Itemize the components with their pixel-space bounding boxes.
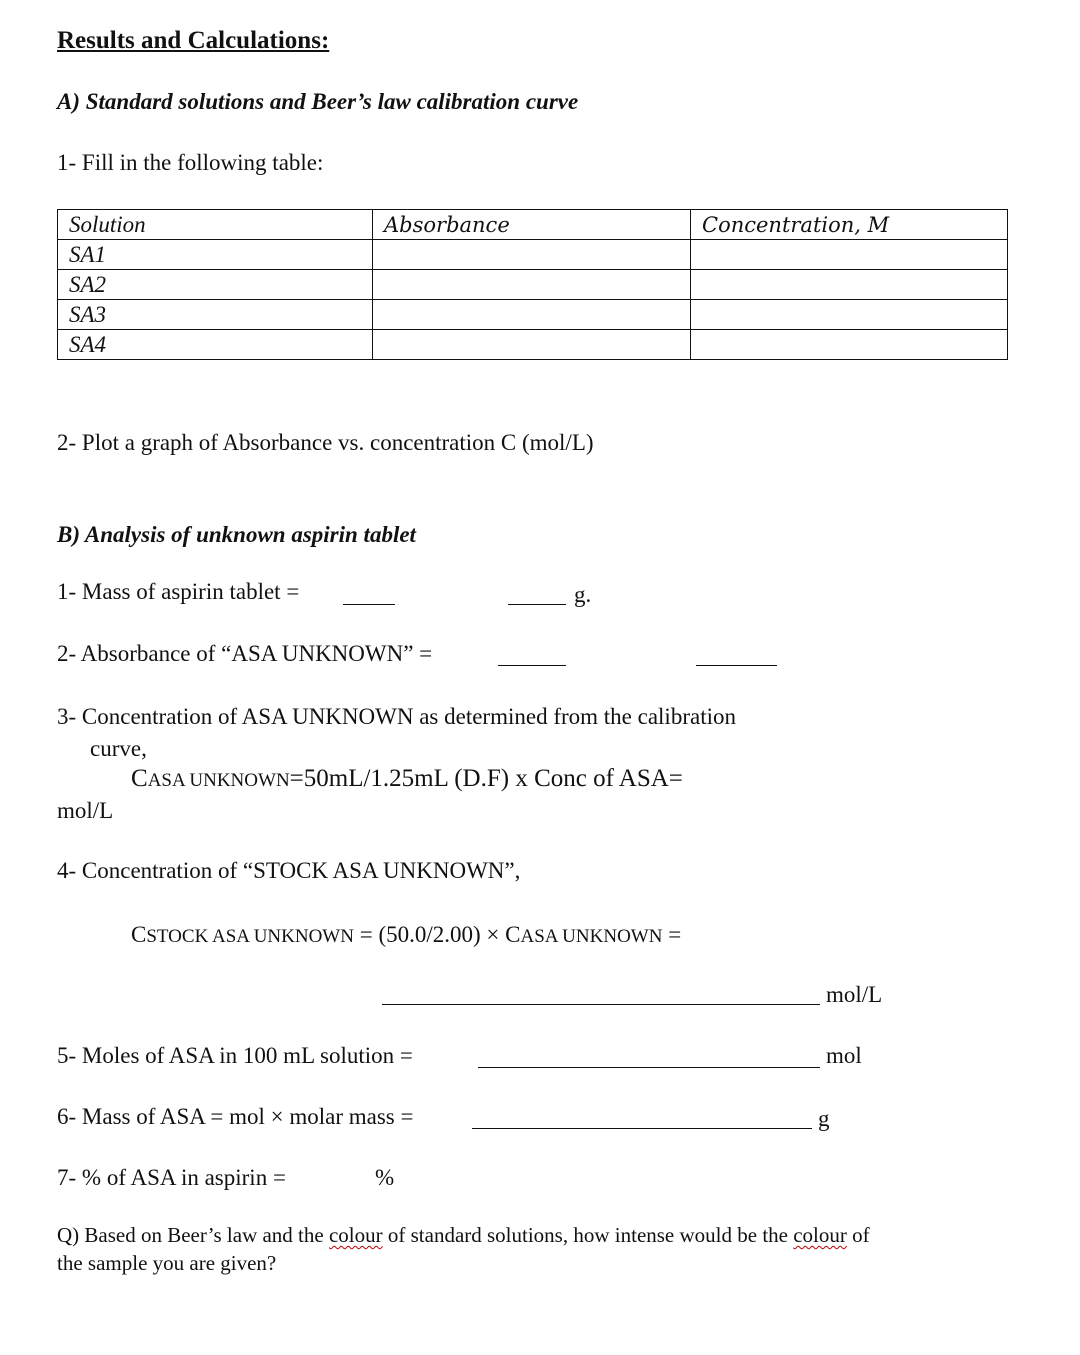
- absorbance-unknown-blank-left[interactable]: [498, 665, 566, 666]
- mass-tablet-label: 1- Mass of aspirin tablet =: [57, 579, 300, 604]
- conc-unknown-unit: mol/L: [57, 798, 114, 823]
- header-absorbance: Absorbance: [373, 210, 691, 240]
- mass-tablet-blank-left[interactable]: [343, 604, 395, 605]
- percent-asa-unit: %: [375, 1165, 395, 1190]
- table-header-row: [58, 210, 1008, 240]
- table-row: [58, 300, 1008, 330]
- question-text: of: [846, 1223, 870, 1247]
- solutions-table: [57, 209, 1008, 360]
- formula-c-symbol: C: [131, 922, 147, 947]
- moles-asa-unit: mol: [826, 1043, 862, 1068]
- mass-tablet-blank-right[interactable]: [508, 604, 566, 605]
- cell-solution: SA3: [58, 300, 373, 330]
- section-a-q1: 1- Fill in the following table:: [57, 150, 324, 175]
- table-row: [58, 270, 1008, 300]
- cell-absorbance[interactable]: [373, 330, 691, 360]
- absorbance-unknown-blank-right[interactable]: [696, 665, 777, 666]
- concentration-unknown-line1: 3- Concentration of ASA UNKNOWN as determined from the calibration: [57, 704, 736, 729]
- stock-concentration-label: 4- Concentration of “STOCK ASA UNKNOWN”,: [57, 858, 521, 883]
- section-a-heading: A) Standard solutions and Beer’s law calibration curve: [57, 89, 579, 114]
- colour-question-line2: the sample you are given?: [57, 1251, 277, 1275]
- section-a-q2: 2- Plot a graph of Absorbance vs. concentration C (mol/L): [57, 430, 594, 455]
- stock-conc-blank[interactable]: [382, 1004, 820, 1005]
- question-text: Q) Based on Beer’s law and the: [57, 1223, 329, 1247]
- cell-concentration[interactable]: [691, 300, 1008, 330]
- table-row: [58, 240, 1008, 270]
- mass-asa-unit: g: [818, 1106, 830, 1131]
- formula-expression: = (50.0/2.00) ×: [353, 922, 506, 947]
- question-text: of standard solutions, how intense would be the: [382, 1223, 794, 1247]
- mass-asa-blank[interactable]: [472, 1128, 812, 1129]
- concentration-unknown-line2: curve,: [90, 736, 147, 761]
- absorbance-unknown-label: 2- Absorbance of “ASA UNKNOWN” =: [57, 641, 433, 666]
- stock-conc-unit: mol/L: [826, 982, 883, 1007]
- header-concentration: Concentration, M: [691, 210, 1008, 240]
- cell-concentration[interactable]: [691, 330, 1008, 360]
- conc-unknown-formula: [131, 765, 683, 793]
- cell-concentration[interactable]: [691, 270, 1008, 300]
- page-title: Results and Calculations:: [57, 27, 330, 54]
- moles-asa-blank[interactable]: [478, 1067, 820, 1068]
- formula-subscript: ASA UNKNOWN: [147, 770, 290, 791]
- section-b-heading: B) Analysis of unknown aspirin tablet: [57, 522, 416, 547]
- formula-c-symbol: C: [505, 922, 521, 947]
- formula-subscript: STOCK ASA UNKNOWN: [146, 926, 354, 947]
- cell-solution: SA4: [58, 330, 373, 360]
- moles-asa-label: 5- Moles of ASA in 100 mL solution =: [57, 1043, 413, 1068]
- mass-asa-label: 6- Mass of ASA = mol × molar mass =: [57, 1104, 414, 1129]
- colour-question-line1: [57, 1223, 870, 1248]
- cell-concentration[interactable]: [691, 240, 1008, 270]
- percent-asa-label: 7- % of ASA in aspirin =: [57, 1165, 286, 1190]
- formula-expression: =50mL/1.25mL (D.F) x Conc of ASA=: [289, 765, 683, 792]
- cell-solution: SA1: [58, 240, 373, 270]
- formula-expression: =: [662, 922, 682, 947]
- table-row: [58, 330, 1008, 360]
- cell-solution: SA2: [58, 270, 373, 300]
- header-solution: Solution: [58, 210, 373, 240]
- stock-conc-formula: [131, 922, 681, 948]
- cell-absorbance[interactable]: [373, 300, 691, 330]
- cell-absorbance[interactable]: [373, 240, 691, 270]
- formula-c-symbol: C: [131, 765, 148, 792]
- mass-tablet-unit: g.: [574, 582, 592, 607]
- question-word-colour: colour: [328, 1223, 383, 1247]
- question-word-colour: colour: [793, 1223, 847, 1247]
- formula-subscript: ASA UNKNOWN: [520, 926, 663, 947]
- cell-absorbance[interactable]: [373, 270, 691, 300]
